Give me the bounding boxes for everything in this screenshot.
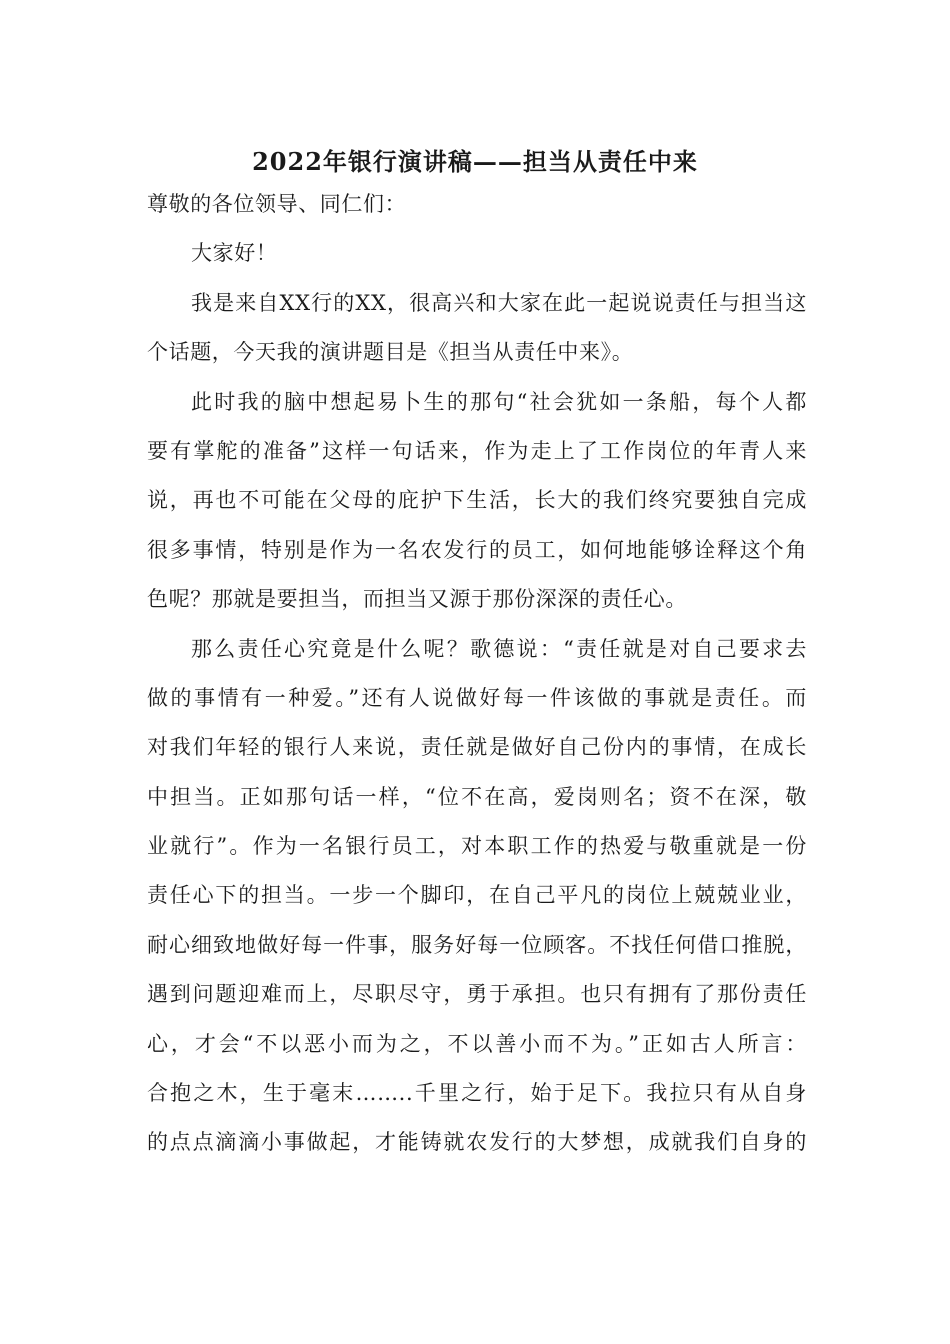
paragraph-line: 要有掌舵的准备”这样一句话来，作为走上了工作岗位的年青人来 — [147, 438, 807, 463]
paragraph-line: 色呢？那就是要担当，而担当又源于那份深深的责任心。 — [147, 587, 687, 612]
paragraph-line: 遇到问题迎难而上，尽职尽守，勇于承担。也只有拥有了那份责任 — [147, 982, 807, 1007]
paragraph-line: 耐心细致地做好每一件事，服务好每一位顾客。不找任何借口推脱， — [147, 932, 807, 957]
paragraph-line: 我是来自XX行的XX，很高兴和大家在此一起说说责任与担当这 — [191, 290, 807, 315]
paragraph-line: 做的事情有一种爱。”还有人说做好每一件该做的事就是责任。而 — [147, 685, 807, 710]
paragraph-line: 责任心下的担当。一步一个脚印，在自己平凡的岗位上兢兢业业， — [147, 883, 807, 908]
paragraph-line: 的点点滴滴小事做起，才能铸就农发行的大梦想，成就我们自身的 — [147, 1130, 807, 1155]
paragraph-line: 此时我的脑中想起易卜生的那句“社会犹如一条船，每个人都 — [191, 389, 807, 414]
paragraph-line: 心，才会“不以恶小而为之，不以善小而不为。”正如古人所言： — [147, 1031, 807, 1056]
salutation-line: 尊敬的各位领导、同仁们： — [147, 192, 407, 216]
paragraph-line: 对我们年轻的银行人来说，责任就是做好自己份内的事情，在成长 — [147, 735, 807, 760]
document-title: 2022年银行演讲稿——担当从责任中来 — [252, 147, 698, 176]
paragraph-line: 合抱之木，生于毫末……..千里之行，始于足下。我拉只有从自身 — [147, 1081, 807, 1106]
document-body — [147, 180, 807, 1168]
paragraph-line: 业就行”。作为一名银行员工，对本职工作的热爱与敬重就是一份 — [147, 834, 807, 859]
paragraph-line: 个话题，今天我的演讲题目是《担当从责任中来》。 — [147, 340, 634, 365]
paragraph-line: 很多事情，特别是作为一名农发行的员工，如何地能够诠释这个角 — [147, 537, 807, 562]
paragraph-line: 那么责任心究竟是什么呢？歌德说：“责任就是对自己要求去 — [191, 636, 807, 661]
paragraph-line: 中担当。正如那句话一样，“位不在高，爱岗则名；资不在深，敬 — [147, 784, 807, 809]
paragraph-line: 说，再也不可能在父母的庇护下生活，长大的我们终究要独自完成 — [147, 488, 807, 513]
greeting-line: 大家好！ — [191, 241, 278, 266]
